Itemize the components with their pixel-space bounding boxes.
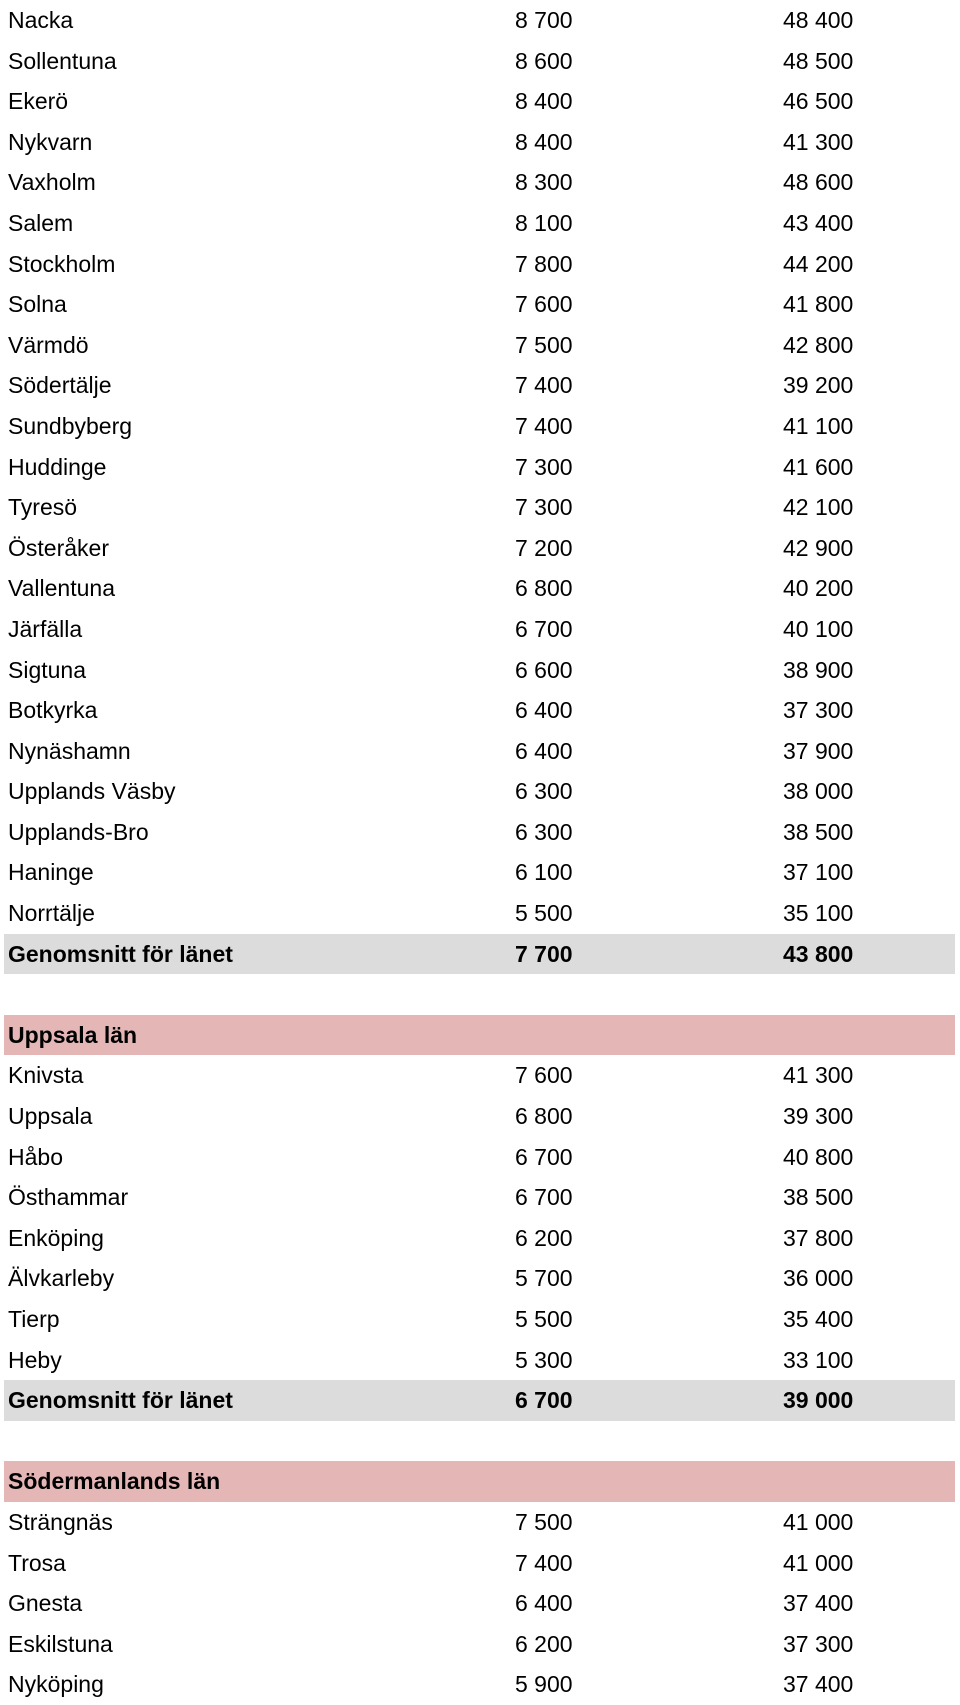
value-column-1: 6 300: [515, 818, 573, 845]
table-row: [4, 203, 955, 244]
value-column-1: 7 300: [515, 494, 573, 521]
value-column-1: 7 500: [515, 331, 573, 358]
municipality-name: Nyköping: [8, 1671, 104, 1698]
value-column-1: 8 600: [515, 47, 573, 74]
municipality-name: Botkyrka: [8, 697, 98, 724]
value-column-1: 6 800: [515, 575, 573, 602]
table-row: [4, 284, 955, 325]
average-row: [4, 934, 955, 975]
value-column-2: 42 100: [783, 494, 854, 521]
municipality-name: Strängnäs: [8, 1508, 113, 1535]
table-row: [4, 0, 955, 41]
municipality-name: Upplands Väsby: [8, 778, 176, 805]
value-column-2: 43 400: [783, 209, 854, 236]
value-column-1: 6 400: [515, 697, 573, 724]
table-row: [4, 1340, 955, 1381]
table-row: [4, 893, 955, 934]
municipality-name: Norrtälje: [8, 900, 95, 927]
value-column-1: 7 200: [515, 534, 573, 561]
value-column-2: 38 000: [783, 778, 854, 805]
value-column-1: 7 800: [515, 250, 573, 277]
value-column-2: 46 500: [783, 88, 854, 115]
value-column-2: 37 800: [783, 1224, 854, 1251]
value-column-2: 41 300: [783, 1062, 854, 1089]
table-row: [4, 1664, 955, 1705]
value-column-1: 5 300: [515, 1346, 573, 1373]
region-name: Uppsala län: [8, 1021, 138, 1048]
table-row: [4, 122, 955, 163]
value-column-2: 37 400: [783, 1671, 854, 1698]
value-column-1: 6 700: [515, 615, 573, 642]
value-column-1: 8 700: [515, 7, 573, 33]
value-column-2: 40 100: [783, 615, 854, 642]
municipality-name: Nacka: [8, 7, 74, 33]
value-column-2: 38 500: [783, 1184, 854, 1211]
value-column-2: 38 500: [783, 818, 854, 845]
value-column-2: 41 300: [783, 128, 854, 155]
value-column-2: 44 200: [783, 250, 854, 277]
value-column-1: 6 400: [515, 1590, 573, 1617]
municipality-name: Stockholm: [8, 250, 116, 277]
value-column-2: 41 600: [783, 453, 854, 480]
table-row: [4, 325, 955, 366]
value-column-1: 8 300: [515, 169, 573, 196]
value-column-2: 48 500: [783, 47, 854, 74]
municipality-name: Eskilstuna: [8, 1630, 113, 1657]
table-row: [4, 568, 955, 609]
table-row: [4, 244, 955, 285]
table-row: [4, 771, 955, 812]
table-row: [4, 1502, 955, 1543]
municipality-name: Järfälla: [8, 615, 83, 642]
average-label: Genomsnitt för länet: [8, 940, 233, 967]
value-column-2: 42 800: [783, 331, 854, 358]
value-column-2: 37 400: [783, 1590, 854, 1617]
value-column-2: 37 300: [783, 697, 854, 724]
value-column-2: 40 800: [783, 1143, 854, 1170]
value-column-1: 6 100: [515, 859, 573, 886]
table-row: [4, 1299, 955, 1340]
municipality-name: Nykvarn: [8, 128, 93, 155]
municipality-name: Upplands-Bro: [8, 818, 149, 845]
municipality-name: Trosa: [8, 1549, 66, 1576]
table-row: [4, 1218, 955, 1259]
municipality-name: Gnesta: [8, 1590, 83, 1617]
table-row: [4, 1055, 955, 1096]
value-column-2: 41 000: [783, 1549, 854, 1576]
table-row: [4, 447, 955, 488]
value-column-1: 5 700: [515, 1265, 573, 1292]
section-spacer: [4, 974, 955, 1015]
average-label: Genomsnitt för länet: [8, 1387, 233, 1414]
value-column-2: 37 900: [783, 737, 854, 764]
table-row: [4, 487, 955, 528]
table-row: [4, 162, 955, 203]
table-row: [4, 1543, 955, 1584]
table-row: [4, 1137, 955, 1178]
average-row: [4, 1380, 955, 1421]
municipality-name: Knivsta: [8, 1062, 84, 1089]
table-row: [4, 1177, 955, 1218]
value-column-2: 37 100: [783, 859, 854, 886]
value-column-1: 6 300: [515, 778, 573, 805]
municipality-name: Sollentuna: [8, 47, 117, 74]
value-column-1: 8 100: [515, 209, 573, 236]
municipality-name: Ekerö: [8, 88, 69, 115]
table-row: [4, 731, 955, 772]
municipality-name: Tierp: [8, 1306, 60, 1332]
value-column-2: 41 800: [783, 291, 854, 318]
value-column-2: 35 400: [783, 1306, 854, 1332]
average-value-1: 7 700: [515, 940, 573, 967]
table-row: [4, 81, 955, 122]
municipality-name: Tyresö: [8, 494, 78, 521]
value-column-1: 6 200: [515, 1630, 573, 1657]
value-column-1: 6 600: [515, 656, 573, 683]
value-column-1: 5 500: [515, 900, 573, 927]
value-column-2: 39 300: [783, 1103, 854, 1130]
municipality-name: Södertälje: [8, 372, 112, 399]
value-column-1: 8 400: [515, 88, 573, 115]
municipality-name: Salem: [8, 209, 74, 236]
value-column-1: 7 400: [515, 1549, 573, 1576]
municipality-name: Vaxholm: [8, 169, 96, 196]
value-column-2: 39 200: [783, 372, 854, 399]
region-header: [4, 1015, 955, 1056]
value-column-2: 48 600: [783, 169, 854, 196]
value-column-1: 5 500: [515, 1306, 573, 1332]
value-column-2: 37 300: [783, 1630, 854, 1657]
value-column-2: 41 100: [783, 412, 854, 439]
municipality-name: Haninge: [8, 859, 94, 886]
value-column-2: 38 900: [783, 656, 854, 683]
value-column-2: 36 000: [783, 1265, 854, 1292]
value-column-2: 33 100: [783, 1346, 854, 1373]
value-column-2: 42 900: [783, 534, 854, 561]
value-column-1: 7 600: [515, 291, 573, 318]
value-column-2: 41 000: [783, 1508, 854, 1535]
municipality-name: Enköping: [8, 1224, 104, 1251]
average-value-2: 39 000: [783, 1387, 854, 1414]
value-column-2: 40 200: [783, 575, 854, 602]
value-column-1: 5 900: [515, 1671, 573, 1698]
table-row: [4, 1624, 955, 1665]
value-column-1: 6 400: [515, 737, 573, 764]
table-row: [4, 1096, 955, 1137]
municipality-name: Värmdö: [8, 331, 89, 358]
region-name: Södermanlands län: [8, 1468, 221, 1495]
value-column-1: 8 400: [515, 128, 573, 155]
table-row: [4, 1258, 955, 1299]
value-column-2: 35 100: [783, 900, 854, 927]
municipality-name: Huddinge: [8, 453, 107, 480]
value-column-1: 6 800: [515, 1103, 573, 1130]
municipality-name: Sigtuna: [8, 656, 87, 683]
value-column-1: 7 300: [515, 453, 573, 480]
municipality-name: Solna: [8, 291, 67, 318]
region-header: [4, 1461, 955, 1502]
average-value-1: 6 700: [515, 1387, 573, 1414]
table-row: [4, 41, 955, 82]
value-column-1: 7 400: [515, 372, 573, 399]
municipality-table: [4, 0, 955, 1705]
municipality-name: Nynäshamn: [8, 737, 131, 764]
value-column-1: 7 600: [515, 1062, 573, 1089]
municipality-name: Uppsala: [8, 1103, 93, 1130]
table-row: [4, 812, 955, 853]
municipality-name: Sundbyberg: [8, 412, 133, 439]
municipality-name: Älvkarleby: [8, 1265, 115, 1292]
section-spacer: [4, 1421, 955, 1462]
table-row: [4, 1583, 955, 1624]
municipality-name: Heby: [8, 1346, 62, 1373]
value-column-2: 48 400: [783, 7, 854, 33]
municipality-name: Vallentuna: [8, 575, 115, 602]
municipality-name: Håbo: [8, 1143, 63, 1170]
value-column-1: 7 500: [515, 1508, 573, 1535]
table-row: [4, 528, 955, 569]
table-row: [4, 406, 955, 447]
municipality-name: Österåker: [8, 534, 109, 561]
table-row: [4, 650, 955, 691]
table-row: [4, 365, 955, 406]
value-column-1: 7 400: [515, 412, 573, 439]
value-column-1: 6 700: [515, 1184, 573, 1211]
value-column-1: 6 200: [515, 1224, 573, 1251]
table-row: [4, 852, 955, 893]
municipality-name: Östhammar: [8, 1184, 129, 1211]
average-value-2: 43 800: [783, 940, 854, 967]
table-row: [4, 609, 955, 650]
table-row: [4, 690, 955, 731]
value-column-1: 6 700: [515, 1143, 573, 1170]
